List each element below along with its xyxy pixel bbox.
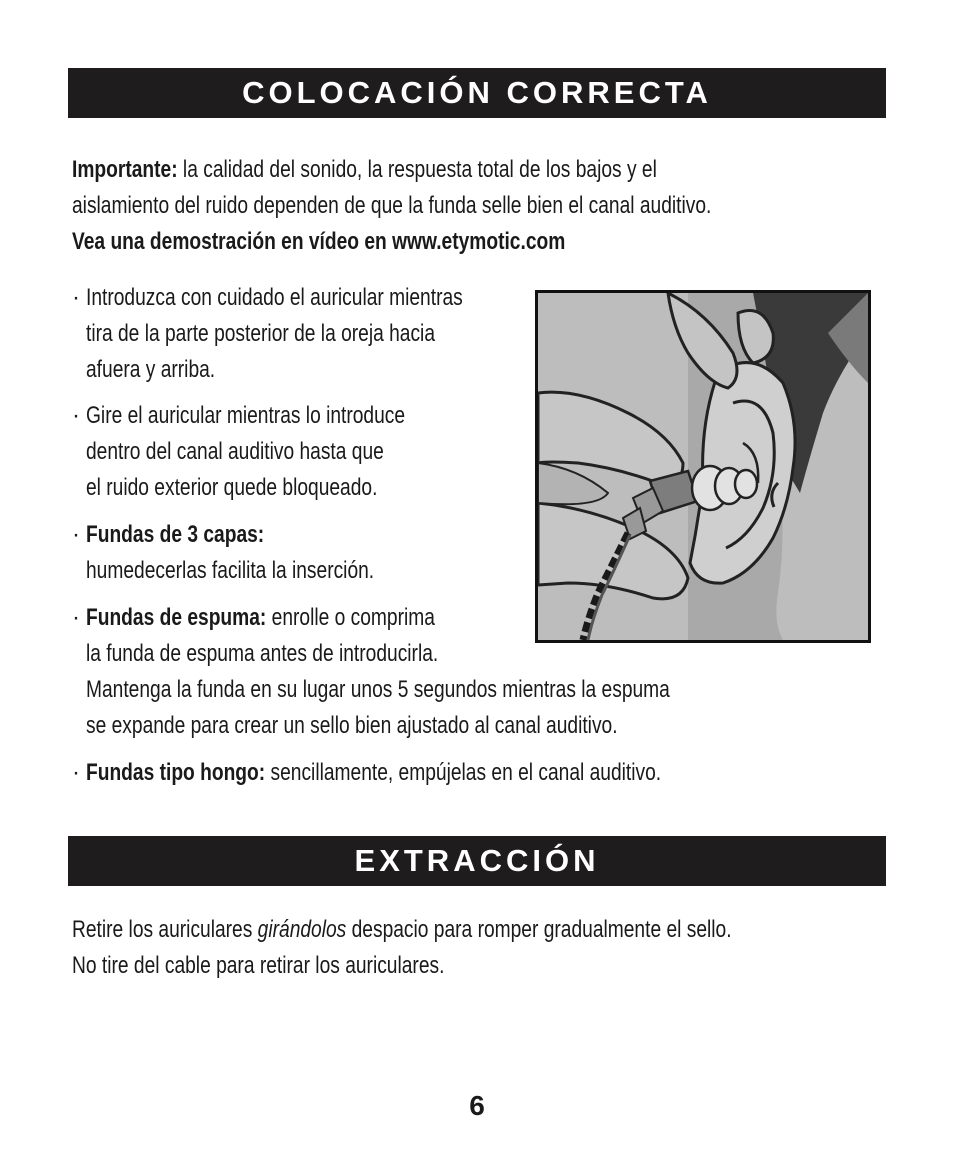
bullet-3-label: Fundas de 3 capas:: [86, 521, 265, 548]
bullet-dot: ·: [72, 521, 80, 548]
bullet-5-label: Fundas tipo hongo:: [86, 759, 266, 786]
section-title-colocacion: [68, 68, 886, 118]
bullet-3-line-1: humedecerlas facilita la inserción.: [86, 557, 375, 584]
removal-line-2: No tire del cable para retirar los auriculares.: [72, 952, 445, 979]
removal-line-1: Retire los auriculares girándolos despacio para romper gradualmente el sello.: [72, 916, 732, 943]
bullet-4-line-1: Fundas de espuma: enrolle o comprima: [86, 604, 435, 631]
bullet-dot: ·: [72, 284, 80, 311]
intro-line-2: aislamiento del ruido dependen de que la funda selle bien el canal auditivo.: [72, 192, 712, 219]
section-title-text: COLOCACIÓN CORRECTA: [242, 75, 712, 110]
bullet-5-line-1: Fundas tipo hongo: sencillamente, empújelas en el canal auditivo.: [86, 759, 662, 786]
bullet-2-line-2: dentro del canal auditivo hasta que: [86, 438, 384, 465]
bullet-4-line-3: Mantenga la funda en su lugar unos 5 segundos mientras la espuma: [86, 676, 670, 703]
intro-line-1: Importante: la calidad del sonido, la respuesta total de los bajos y el: [72, 156, 657, 183]
page-number: 6: [469, 1090, 485, 1121]
bullet-4-line-4: se expande para crear un sello bien ajustado al canal auditivo.: [86, 712, 618, 739]
bullet-2-line-3: el ruido exterior quede bloqueado.: [86, 474, 378, 501]
video-demo-line: Vea una demostración en vídeo en www.etymotic.com: [72, 228, 566, 255]
section-title-text: EXTRACCIÓN: [354, 843, 600, 878]
bullet-1-line-3: afuera y arriba.: [86, 356, 216, 383]
important-label: Importante:: [72, 156, 178, 183]
bullet-1-line-2: tira de la parte posterior de la oreja hacia: [86, 320, 436, 347]
section-title-extraccion: [68, 836, 886, 886]
bullet-dot: ·: [72, 759, 80, 786]
ear-insertion-illustration: [535, 290, 871, 643]
bullet-2-line-1: Gire el auricular mientras lo introduce: [86, 402, 406, 429]
bullet-4-line-2: la funda de espuma antes de introducirla.: [86, 640, 439, 667]
bullet-4-label: Fundas de espuma:: [86, 604, 267, 631]
bullet-1-line-1: Introduzca con cuidado el auricular mientras: [86, 284, 463, 311]
bullet-dot: ·: [72, 402, 80, 429]
emphasis-word: girándolos: [257, 916, 347, 943]
bullet-dot: ·: [72, 604, 80, 631]
